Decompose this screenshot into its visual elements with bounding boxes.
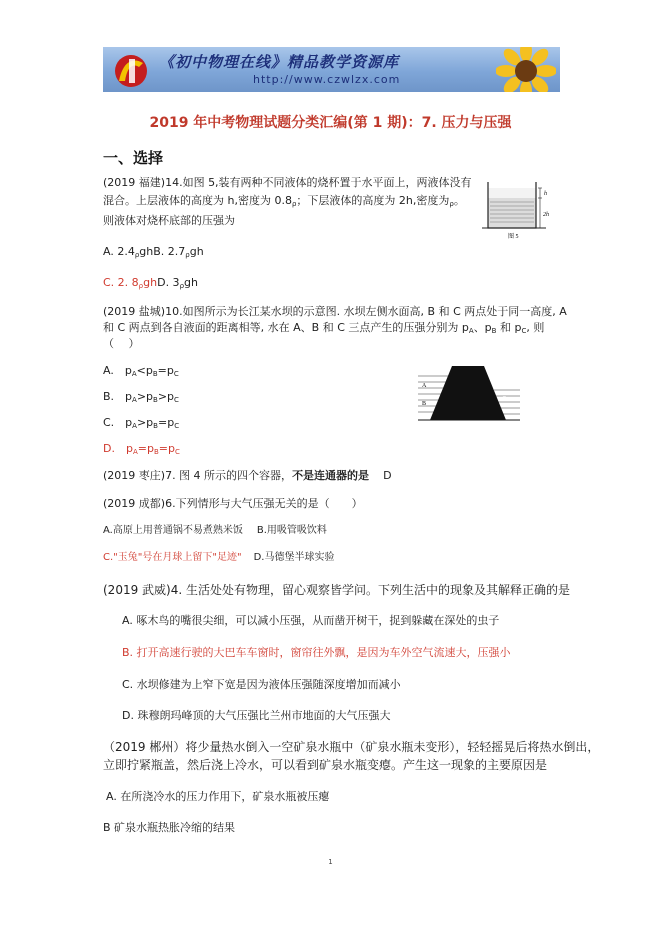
dam-label-c: C [502, 396, 507, 402]
q2-option-a: A. $p_A<p_B=p_C$ [103, 364, 179, 378]
dam-label-b: B [422, 401, 427, 407]
q2-option-b: B. $p_A>p_B>p_C$ [103, 390, 179, 404]
q6-option-b: B 矿泉水瓶热胀冷缩的结果 [103, 821, 236, 834]
q2-line3: （ ） [103, 337, 140, 350]
q4-options-ab: A.高原上用普通锅不易煮熟米饭 B.用吸管吸饮料 [103, 525, 327, 536]
fig5-2h-label: 2h [543, 212, 549, 218]
sunflower-icon [496, 47, 556, 92]
banner-title: 《初中物理在线》精品教学资源库 [159, 53, 400, 71]
fig5-h-label: h [544, 191, 547, 197]
q1-options-cd: C. 2. $8_\rho ghD$. $3_\rho gh$ [103, 276, 198, 290]
q5-option-c: C. 水坝修建为上窄下宽是因为液体压强随深度增加而减小 [122, 678, 401, 691]
q2-line1: (2019 盐城)10.如图所示为长江某水坝的示意图. 水坝左侧水面高, B 和 C 两点处于同一高度, A [103, 305, 567, 318]
q1-line1: (2019 福建)14.如图 5,装有两种不同液体的烧杯置于水平面上，两液体没有 [103, 176, 472, 189]
q1-line2: 混合。上层液体的高度为 h,密度为 $0.8_\rho$；下层液体的高度为 2h,密度为$_\rho$。 [103, 194, 465, 208]
q6-line2: 立即拧紧瓶盖，然后浇上冷水，可以看到矿泉水瓶变瘪。产生这一现象的主要原因是 [103, 758, 548, 772]
header-banner [103, 47, 560, 92]
q6-line1: （2019 郴州）将少量热水倒入一空矿泉水瓶中（矿泉水瓶未变形），轻轻摇晃后将热水倒出， [103, 740, 600, 754]
q5-option-d: D. 珠穆朗玛峰顶的大气压强比兰州市地面的大气压强大 [122, 709, 391, 722]
site-logo-icon [109, 51, 153, 89]
q3-line: (2019 枣庄)7. 图 4 所示的四个容器，不是连通器的是 D [103, 469, 392, 482]
document-title: 2019 年中考物理试题分类汇编(第 1 期)：7. 压力与压强 [149, 115, 512, 131]
banner-url[interactable]: http://www.czwlzx.com [253, 73, 401, 86]
q5-option-a: A. 啄木鸟的嘴很尖细，可以减小压强，从而凿开树干，捉到躲藏在深处的虫子 [122, 614, 500, 627]
dam-label-a: A [422, 383, 427, 389]
q2-option-c: C. $p_A>p_B=p_C$ [103, 416, 180, 430]
fig5-caption: 图 5 [508, 234, 519, 240]
q5-option-b: B. 打开高速行驶的大巴车车窗时，窗帘往外飘，是因为车外空气流速大，压强小 [122, 646, 511, 659]
q4-line1: (2019 成都)6.下列情形与大气压强无关的是（ ） [103, 497, 363, 510]
q2-option-d: D. $p_A=p_B=p_C$ [103, 442, 180, 456]
section-heading: 一、选择 [103, 149, 164, 167]
q6-option-a: A. 在所浇冷水的压力作用下，矿泉水瓶被压瘪 [106, 790, 330, 803]
q2-line2: 和 C 两点到各自液面的距离相等, 水在 A、B 和 C 三点产生的压强分别为 $p_A$、$p_B$ 和 $p_C$, 则 [103, 321, 545, 335]
q1-line3: 则液体对烧杯底部的压强为 [103, 214, 235, 227]
q1-options-ab: A. $2.4_\rho ghB$. $2.7_\rho gh$ [103, 245, 204, 259]
q4-options-cd: C."玉兔"号在月球上留下"足迹" D.马德堡半球实验 [103, 552, 335, 563]
page-number: 1 [328, 858, 333, 866]
dam-figure [418, 364, 520, 421]
q5-line1: (2019 武威)4. 生活处处有物理，留心观察皆学问。下列生活中的现象及其解释正确的是 [103, 583, 570, 597]
beaker-figure [482, 178, 558, 244]
